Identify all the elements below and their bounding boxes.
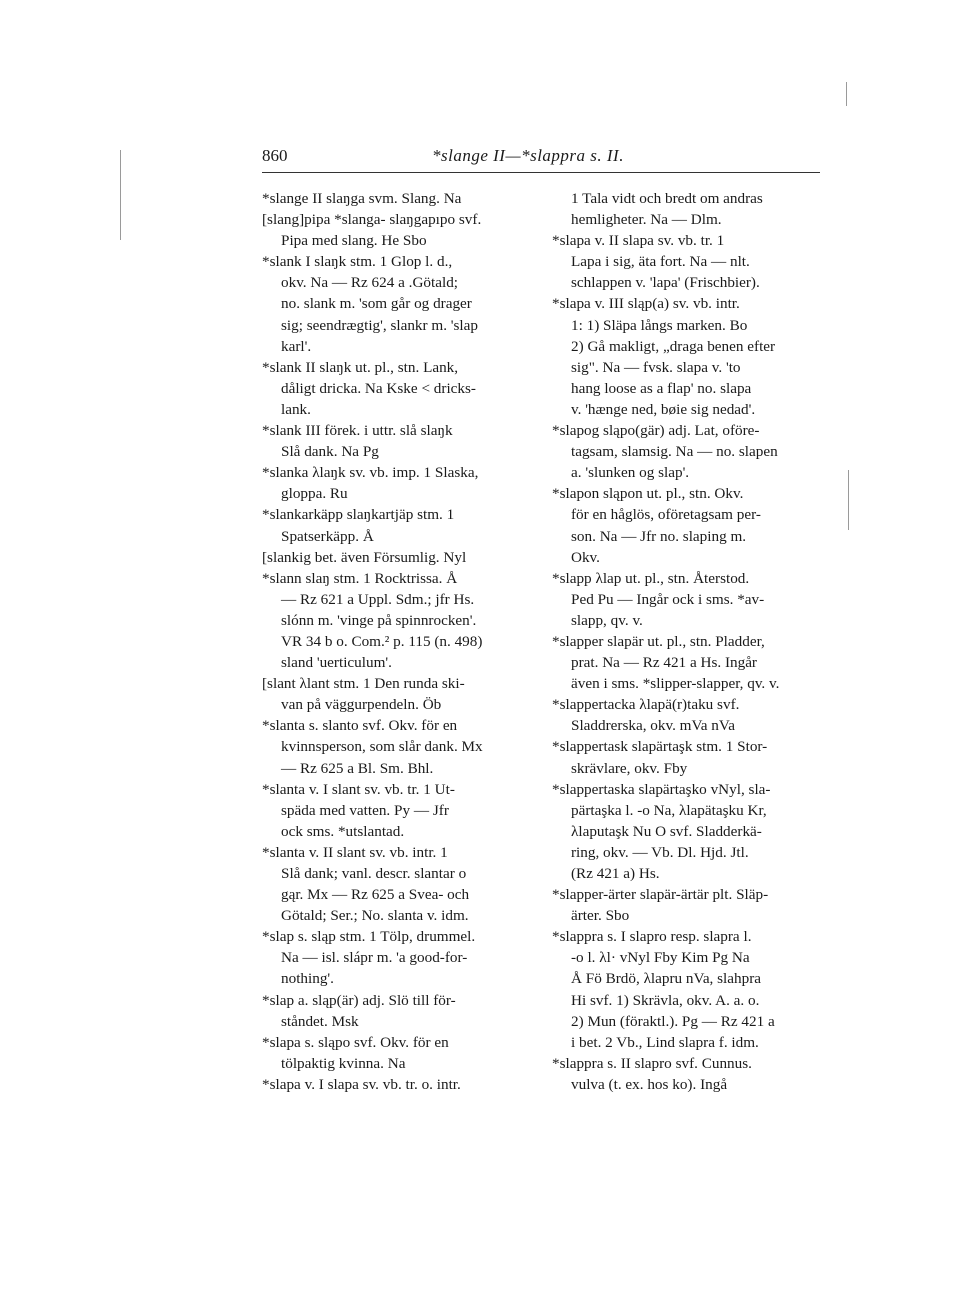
dictionary-line: Pipa med slang. He Sbo [281, 232, 427, 250]
dictionary-line: (Rz 421 a) Hs. [571, 865, 660, 882]
dictionary-line: i bet. 2 Vb., Lind slapra f. idm. [571, 1033, 759, 1051]
dictionary-line: *slap s. sląp stm. 1 Tölp, drummel. [262, 928, 476, 946]
dictionary-line: *slappra s. I slapro resp. slapra l. [552, 928, 752, 946]
dictionary-line: 2) Gå makligt, „draga benen efter [571, 337, 776, 355]
dictionary-line: [slang]pipa *slanga- slaŋgapıpo svf. [262, 211, 482, 229]
dictionary-line: *slap a. sląp(är) adj. Slö till för- [262, 991, 456, 1009]
dictionary-line: Å Fö Brdö, λlapru nVa, slahpra [571, 970, 762, 988]
dictionary-line: VR 34 b o. Com.² p. 115 (n. 498) [281, 632, 483, 650]
dictionary-line: slapp, qv. v. [571, 611, 643, 629]
dictionary-line: *slankarkäpp slaŋkartjäp stm. 1 [262, 506, 455, 524]
dictionary-line: ärter. Sbo [571, 907, 630, 925]
dictionary-line: Slå dank. Na Pg [281, 443, 379, 461]
page-header [262, 146, 820, 170]
dictionary-line: *slappertaska slapärtaşko vNyl, sla- [552, 780, 771, 798]
dictionary-line: *slange II slaŋga svm. Slang. Na [262, 190, 462, 207]
dictionary-line: — Rz 621 a Uppl. Sdm.; jfr Hs. [281, 590, 475, 608]
dictionary-line: son. Na — Jfr no. slaping m. [571, 527, 747, 545]
dictionary-line: *slapa v. III sląp(a) sv. vb. intr. [552, 295, 740, 313]
dictionary-line: — Rz 625 a Bl. Sm. Bhl. [281, 759, 434, 777]
scan-margin-mark-right-top [846, 82, 847, 106]
right-column [552, 188, 820, 1095]
dictionary-line: ståndet. Msk [281, 1012, 359, 1030]
dictionary-line: karl'. [281, 337, 312, 355]
dictionary-line: ock sms. *utslantad. [281, 822, 405, 840]
dictionary-line: *slapog sląpo(gär) adj. Lat, oföre- [552, 422, 760, 440]
dictionary-line: tagsam, slamsig. Na — no. slapen [571, 443, 778, 461]
dictionary-line: *slapp λlap ut. pl., stn. Återstod. [552, 569, 750, 587]
dictionary-line: Okv. [571, 548, 600, 566]
dictionary-line: Hi svf. 1) Skrävla, okv. A. a. o. [571, 991, 760, 1009]
dictionary-line: [slankig bet. även Försumlig. Nyl [262, 548, 467, 566]
dictionary-line: prat. Na — Rz 421 a Hs. Ingår [571, 654, 757, 672]
dictionary-line: *slank III förek. i uttr. slå slaŋk [262, 422, 453, 440]
dictionary-line: λlaputaşk Nu O svf. Sladderkä- [571, 822, 762, 840]
dictionary-line: hang loose as a flap' no. slapa [571, 379, 752, 397]
dictionary-line: *slanta v. II slant sv. vb. intr. 1 [262, 843, 448, 861]
dictionary-line: 2) Mun (föraktl.). Pg — Rz 421 a [571, 1012, 775, 1030]
dictionary-line: *slappra s. II slapro svf. Cunnus. [552, 1054, 752, 1072]
dictionary-line: *slanta v. I slant sv. vb. tr. 1 Ut- [262, 780, 455, 798]
dictionary-line: *slanka λlaŋk sv. vb. imp. 1 Slaska, [262, 464, 479, 482]
dictionary-line: dåligt dricka. Na Kske < dricks- [281, 379, 476, 397]
dictionary-line: kvinnsperson, som slår dank. Mx [281, 738, 483, 756]
dictionary-line: a. 'slunken og slap'. [571, 464, 690, 482]
dictionary-line: *slapon sląpon ut. pl., stn. Okv. [552, 485, 744, 503]
dictionary-line: vulva (t. ex. hos ko). Ingå [571, 1075, 728, 1093]
dictionary-line: Sladdrerska, okv. mVa nVa [571, 717, 735, 735]
dictionary-line: *slank I slaŋk stm. 1 Glop l. d., [262, 253, 453, 271]
dictionary-line: Lapa i sig, äta fort. Na — nlt. [571, 253, 750, 271]
dictionary-line: späda med vatten. Py — Jfr [281, 801, 449, 819]
dictionary-line: ring, okv. — Vb. Dl. Hjd. Jtl. [571, 843, 749, 861]
dictionary-line: Na — isl. slápr m. 'a good-for- [281, 949, 468, 967]
scan-margin-mark-right [848, 470, 849, 530]
header-rule [262, 172, 820, 173]
dictionary-line: pärtaşka l. -o Na, λlapätaşku Kr, [571, 801, 767, 819]
dictionary-line: sig; seendrægtig', slankr m. 'slap [281, 316, 478, 334]
dictionary-line: 1 Tala vidt och bredt om andras [571, 190, 763, 207]
dictionary-line: sland 'uerticulum'. [281, 654, 392, 672]
dictionary-line: van på väggurpendeln. Öb [281, 696, 442, 714]
left-column [262, 188, 530, 1095]
dictionary-line: nothing'. [281, 970, 334, 988]
dictionary-line: Slå dank; vanl. descr. slantar o [281, 865, 467, 882]
dictionary-line: 1: 1) Släpa långs marken. Bo [571, 316, 748, 334]
dictionary-line: -o l. λl· vNyl Fby Kim Pg Na [571, 949, 750, 967]
dictionary-line: även i sms. *slipper-slapper, qv. v. [571, 675, 780, 693]
dictionary-line: *slapa v. I slapa sv. vb. tr. o. intr. [262, 1075, 461, 1093]
dictionary-line: Spatserkäpp. Å [281, 527, 374, 545]
dictionary-line: slónn m. 'vinge på spinnrocken'. [281, 611, 477, 629]
dictionary-line: sig". Na — fvsk. slapa v. 'to [571, 358, 741, 376]
dictionary-line: [slant λlant stm. 1 Den runda ski- [262, 675, 465, 693]
dictionary-line: för en håglös, oföretagsam per- [571, 506, 761, 524]
dictionary-line: gąr. Mx — Rz 625 a Svea- och [281, 886, 470, 904]
dictionary-line: v. 'hænge ned, bøie sig nedad'. [571, 400, 756, 418]
dictionary-line: *slapper-ärter slapär-ärtär plt. Släp- [552, 886, 769, 904]
running-head: *slange II—*slappra s. II. [432, 146, 624, 165]
dictionary-line: *slappertacka λlapä(r)taku svf. [552, 696, 740, 714]
dictionary-line: lank. [281, 400, 311, 418]
dictionary-line: *slapper slapär ut. pl., stn. Pladder, [552, 632, 765, 650]
dictionary-line: no. slank m. 'som går og drager [281, 295, 472, 313]
dictionary-line: tölpaktig kvinna. Na [281, 1054, 406, 1072]
page-number: 860 [262, 146, 288, 165]
dictionary-line: Götald; Ser.; No. slanta v. idm. [281, 907, 469, 925]
dictionary-line: Ped Pu — Ingår ock i sms. *av- [571, 590, 765, 608]
dictionary-line: skrävlare, okv. Fby [571, 759, 688, 777]
dictionary-line: *slappertask slapärtaşk stm. 1 Stor- [552, 738, 768, 756]
dictionary-line: gloppa. Ru [281, 485, 348, 503]
dictionary-line: *slank II slaŋk ut. pl., stn. Lank, [262, 358, 459, 376]
scan-margin-mark-left [120, 150, 121, 240]
dictionary-line: *slapa v. II slapa sv. vb. tr. 1 [552, 232, 725, 250]
dictionary-line: *slapa s. sląpo svf. Okv. för en [262, 1033, 449, 1051]
dictionary-line: okv. Na — Rz 624 a .Götald; [281, 274, 459, 292]
dictionary-line: schlappen v. 'lapa' (Frischbier). [571, 274, 760, 292]
dictionary-line: hemligheter. Na — Dlm. [571, 211, 722, 229]
dictionary-line: *slanta s. slanto svf. Okv. för en [262, 717, 458, 735]
dictionary-line: *slann slaŋ stm. 1 Rocktrissa. Å [262, 569, 458, 587]
